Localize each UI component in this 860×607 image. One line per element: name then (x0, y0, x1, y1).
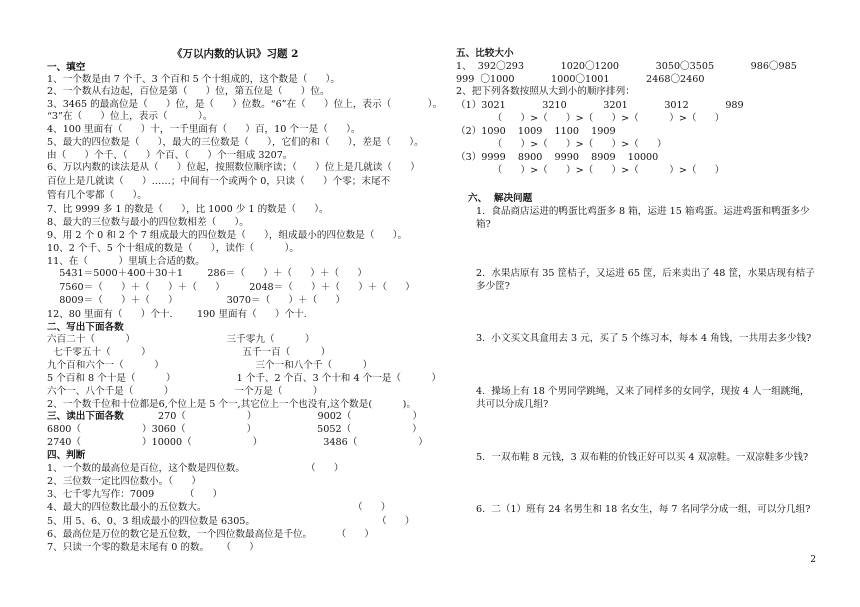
judge-line: 7、只读一个零的数是末尾有 0 的数。 （ ） (47, 542, 259, 553)
fill-blank-line: 8009＝（ ）＋（ ） 3070＝（ ）＋（ ） (47, 295, 346, 306)
compare-line: （3）9999 8900 9990 8909 10000 (456, 152, 659, 163)
compare-line: 999 〇1000 1000〇1001 2468〇2460 (456, 74, 705, 85)
problem-3: 3. 小文买文具盒用去 3 元，买了 5 个练习本，每本 4 角钱，一共用去多少钱? (476, 333, 812, 344)
fill-blank-line: 5、最大的四位数是（ ），最大的三位数是（ ），它们的和（ ），差是（ ）。 (47, 137, 424, 148)
fill-blank-line: 5431＝5000＋400＋30＋1 286＝（ ）＋（ ）＋（ ） (47, 268, 367, 279)
page-number: 2 (810, 555, 816, 565)
problem-4: 4. 操场上有 18 个男同学跳绳，又来了同样多的女同学，现按 4 人一组跳绳， (476, 386, 810, 397)
fill-blank-line: 6、万以内数的读法是从（ ）位起，按照数位顺序读；（ ）位上是几就读（ ） (47, 162, 420, 173)
fill-blank-line: 7560＝（ ）＋（ ）＋（ ） 2048＝（ ）＋（ ）＋（ ） (47, 282, 415, 293)
worksheet-title: 《万以内数的认识》习题 2 (172, 48, 299, 60)
read-number-line: 270（ ） 9002（ ） (158, 411, 423, 422)
fill-blank-line: 11、在（ ）里填上合适的数。 (47, 256, 205, 267)
compare-line: （ ）>（ ）>（ ）>（ ）>（ ） (456, 113, 725, 124)
write-number-line: 六个一、八个千是（ ） 一个万是（ ） (47, 386, 323, 397)
problem-2: 2. 水果店原有 35 筐桔子，又运进 65 筐，后来卖出了 48 筐，水果店现有桔子 (476, 268, 815, 279)
fill-blank-line: 3、3465 的最高位是（ ）位，是（ ）位数。“6”在（ ）位上，表示（ ）。 (47, 99, 443, 110)
judge-line: 4、最大的四位数比最小的五位数大。 （ ） (47, 502, 391, 513)
problem-4-cont: 共可以分成几组? (476, 399, 549, 410)
compare-line: 2、把下列各数按照从大到小的顺序排列： (456, 86, 635, 97)
problem-6: 6. 二（1）班有 24 名男生和 18 名女生，每 7 名同学分成一组，可以分几组? (476, 504, 811, 515)
section-write-numbers-heading: 二、写出下面各数 (47, 322, 124, 333)
compare-line: （ ）>（ ）>（ ）>（ ） (456, 139, 667, 150)
fill-blank-line: 2、一个数从右边起，百位是第（ ）位，第五位是（ ）位。 (47, 86, 330, 97)
read-number-line: 2740（ ）10000（ ） 3486（ ） (47, 437, 428, 448)
write-number-line: 九个百和六个一（ ） 三个一和八个千（ ） (47, 360, 373, 371)
section-read-numbers-heading: 三、读出下面各数 (47, 411, 124, 422)
compare-line: （ ）>（ ）>（ ）>（ ）>（ ） (456, 165, 725, 176)
judge-line: 6、最高位是万位的数它是五位数，一个四位数最高位是千位。 （ ） (47, 529, 375, 540)
judge-line: 5、用 5、6、0、3 组成最小的四位数是 6305。 （ ） (47, 516, 415, 527)
compare-line: （1）3021 3210 3201 3012 989 (456, 100, 744, 111)
fill-blank-line: 8、最大的三位数与最小的四位数相差（ ）。 (47, 217, 249, 228)
fill-blank-line: 由（ ）个千、（ ）个百、（ ）个一组成 3207。 (47, 150, 293, 161)
section-compare-heading: 五、比较大小 (456, 48, 514, 59)
section-problems-heading: 六、 解决问题 (468, 193, 533, 204)
fill-blank-line: 10、2 个千、5 个十组成的数是（ ），读作（ ）。 (47, 243, 299, 254)
write-number-line: 5 个百和 8 个十是（ ） 1 个千、2 个百、3 个十和 4 个一是（ ） (47, 373, 442, 384)
section-fill-blank-heading: 一、填空 (47, 62, 86, 73)
fill-blank-line: 7、比 9999 多 1 的数是（ ），比 1000 少 1 的数是（ ）。 (47, 204, 329, 215)
read-number-line: 6800（ ）3060（ ） 5052（ ） (47, 424, 422, 435)
fill-blank-line: 9、用 2 个 0 和 2 个 7 组成最大的四位数是（ ），组成最小的四位数是（ ）。 (47, 230, 408, 241)
problem-1: 1. 食品商店运进的鸭蛋比鸡蛋多 8 箱，运进 15 箱鸡蛋。运进鸡蛋和鸭蛋多少 (476, 206, 810, 217)
write-number-line: 2、一个数千位和十位都是6,个位上是 5 个一,其它位上一个也没有,这个数是( )。 (47, 399, 416, 410)
fill-blank-line: 百位上是几就读（ ）……；中间有一个或两个 0，只读（ ）个零；末尾不 (47, 176, 391, 187)
problem-5: 5. 一双布鞋 8 元钱，3 双布鞋的价钱正好可以买 4 双凉鞋。一双凉鞋多少钱? (476, 452, 809, 463)
judge-line: 3、七千零九写作：7009 （ ） (47, 489, 223, 500)
fill-blank-line: 1、一个数是由 7 个千、3 个百和 5 个十组成的，这个数是（ ）。 (47, 74, 341, 85)
judge-line: 1、一个数的最高位是百位，这个数是四位数。 （ ） (47, 463, 344, 474)
fill-blank-line: “3”在（ ）位上，表示（ ）。 (47, 111, 213, 122)
problem-2-cont: 多少筐? (476, 281, 510, 292)
fill-blank-line: 4、100 里面有（ ）十，一千里面有（ ）百，10 个一是（ ）。 (47, 124, 361, 135)
section-judge-heading: 四、判断 (47, 450, 86, 461)
compare-line: 1、 392〇293 1020〇1200 3050〇3505 986〇985 (456, 61, 797, 72)
fill-blank-line: 管有几个零都（ ）。 (47, 190, 147, 201)
write-number-line: 六百二十（ ） 三千零九（ ） (47, 334, 315, 345)
problem-1-cont: 箱? (476, 219, 491, 230)
compare-line: （2）1090 1009 1100 1909 (456, 126, 616, 137)
fill-blank-line: 12、80 里面有（ ）个十. 190 里面有（ ）个十. (47, 309, 307, 320)
judge-line: 2、三位数一定比四位数小。（ ） (47, 476, 201, 487)
write-number-line: 七千零五十（ ） 五千一百（ ） (47, 347, 331, 358)
